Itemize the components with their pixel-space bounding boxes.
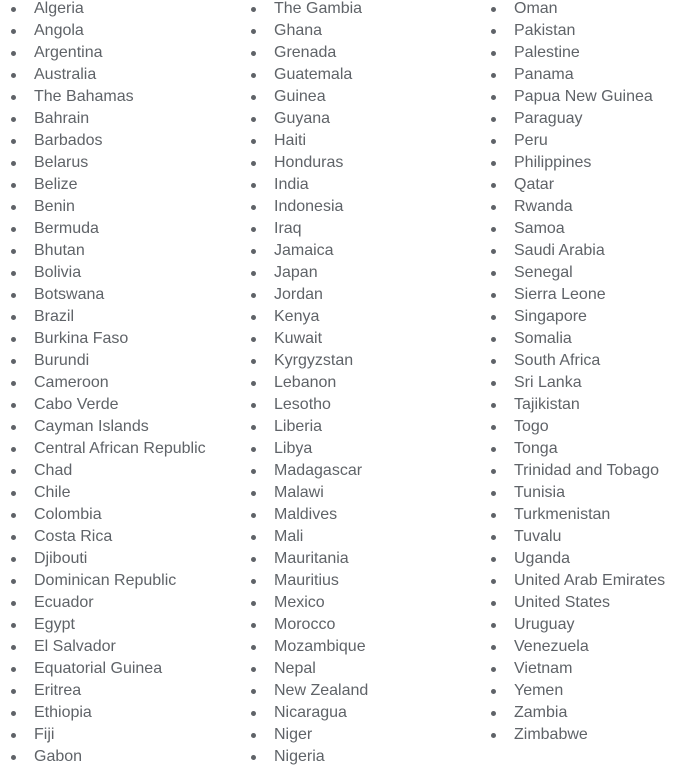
country-list-item: Algeria	[10, 0, 206, 20]
country-list-item: Guyana	[250, 108, 368, 130]
country-list-column-2	[250, 0, 368, 768]
country-list-item: United Arab Emirates	[490, 570, 665, 592]
country-list-item: The Bahamas	[10, 86, 206, 108]
country-list-item: Colombia	[10, 504, 206, 526]
country-list-item: Bermuda	[10, 218, 206, 240]
country-list-item: Kyrgyzstan	[250, 350, 368, 372]
country-list-item: Egypt	[10, 614, 206, 636]
country-list-item: Turkmenistan	[490, 504, 665, 526]
country-list-item: Angola	[10, 20, 206, 42]
country-list-item: Barbados	[10, 130, 206, 152]
country-list-item: Philippines	[490, 152, 665, 174]
country-list-item: Senegal	[490, 262, 665, 284]
country-list-item: Cameroon	[10, 372, 206, 394]
country-list-item: Cayman Islands	[10, 416, 206, 438]
country-list-item: Grenada	[250, 42, 368, 64]
country-list-item: Iraq	[250, 218, 368, 240]
country-list-item: Mali	[250, 526, 368, 548]
country-list-item: Ethiopia	[10, 702, 206, 724]
country-list-item: Sierra Leone	[490, 284, 665, 306]
country-list-item: Libya	[250, 438, 368, 460]
country-list-item: Japan	[250, 262, 368, 284]
country-list-item: The Gambia	[250, 0, 368, 20]
country-list-item: Madagascar	[250, 460, 368, 482]
country-list-item: Australia	[10, 64, 206, 86]
country-list-item: Honduras	[250, 152, 368, 174]
country-list-item: South Africa	[490, 350, 665, 372]
country-list-item: Zambia	[490, 702, 665, 724]
country-list-item: Lesotho	[250, 394, 368, 416]
country-list-item: Mauritania	[250, 548, 368, 570]
country-list-item: Mauritius	[250, 570, 368, 592]
country-list-item: Ecuador	[10, 592, 206, 614]
country-list-item: Tuvalu	[490, 526, 665, 548]
country-list-item: Fiji	[10, 724, 206, 746]
country-list-item: Mexico	[250, 592, 368, 614]
country-list-item: Zimbabwe	[490, 724, 665, 746]
country-list-item: Paraguay	[490, 108, 665, 130]
country-list-item: Samoa	[490, 218, 665, 240]
country-list-item: Saudi Arabia	[490, 240, 665, 262]
country-list-item: Nigeria	[250, 746, 368, 768]
country-list-item: Guinea	[250, 86, 368, 108]
country-list-item: Haiti	[250, 130, 368, 152]
country-list-item: Bolivia	[10, 262, 206, 284]
country-list-column-3	[490, 0, 665, 746]
country-list-item: Brazil	[10, 306, 206, 328]
country-list-item: Belize	[10, 174, 206, 196]
country-list-item: Bahrain	[10, 108, 206, 130]
country-list-item: Cabo Verde	[10, 394, 206, 416]
country-list-column-1	[10, 0, 206, 768]
country-list-item: Jamaica	[250, 240, 368, 262]
country-list-item: Uruguay	[490, 614, 665, 636]
country-list-item: Dominican Republic	[10, 570, 206, 592]
country-list-item: Singapore	[490, 306, 665, 328]
country-list-item: Liberia	[250, 416, 368, 438]
country-list-item: Costa Rica	[10, 526, 206, 548]
country-list-item: Botswana	[10, 284, 206, 306]
country-list-item: Benin	[10, 196, 206, 218]
country-list-item: Panama	[490, 64, 665, 86]
country-list-item: Maldives	[250, 504, 368, 526]
country-list-item: New Zealand	[250, 680, 368, 702]
country-list-item: Djibouti	[10, 548, 206, 570]
country-list-item: Niger	[250, 724, 368, 746]
country-list-item: Burundi	[10, 350, 206, 372]
country-list-item: Sri Lanka	[490, 372, 665, 394]
country-list-item: Central African Republic	[10, 438, 206, 460]
country-list-item: Ghana	[250, 20, 368, 42]
country-list-item: Kenya	[250, 306, 368, 328]
country-list-item: Pakistan	[490, 20, 665, 42]
country-list-item: Equatorial Guinea	[10, 658, 206, 680]
country-list-item: Somalia	[490, 328, 665, 350]
country-list-item: Malawi	[250, 482, 368, 504]
country-list-item: Palestine	[490, 42, 665, 64]
country-list-item: Argentina	[10, 42, 206, 64]
country-list-item: Morocco	[250, 614, 368, 636]
country-list-item: Tonga	[490, 438, 665, 460]
country-list-item: Belarus	[10, 152, 206, 174]
country-list-item: United States	[490, 592, 665, 614]
country-list-item: Nicaragua	[250, 702, 368, 724]
country-list-item: Tajikistan	[490, 394, 665, 416]
country-list-item: Guatemala	[250, 64, 368, 86]
country-list-item: Trinidad and Tobago	[490, 460, 665, 482]
country-list-item: Uganda	[490, 548, 665, 570]
country-list-item: Oman	[490, 0, 665, 20]
country-list-item: Indonesia	[250, 196, 368, 218]
country-list-item: Burkina Faso	[10, 328, 206, 350]
country-list-item: Togo	[490, 416, 665, 438]
country-list-item: Nepal	[250, 658, 368, 680]
country-list-item: Jordan	[250, 284, 368, 306]
country-list-item: Vietnam	[490, 658, 665, 680]
country-list-item: Mozambique	[250, 636, 368, 658]
country-list-item: Chile	[10, 482, 206, 504]
country-list-item: Papua New Guinea	[490, 86, 665, 108]
country-list-item: Lebanon	[250, 372, 368, 394]
country-list-item: Rwanda	[490, 196, 665, 218]
country-list-item: Eritrea	[10, 680, 206, 702]
country-list-item: India	[250, 174, 368, 196]
country-list-item: Yemen	[490, 680, 665, 702]
country-list-item: Peru	[490, 130, 665, 152]
country-list-item: Tunisia	[490, 482, 665, 504]
country-list-item: Venezuela	[490, 636, 665, 658]
country-list-item: Chad	[10, 460, 206, 482]
country-list-item: El Salvador	[10, 636, 206, 658]
country-list-item: Qatar	[490, 174, 665, 196]
country-list-item: Kuwait	[250, 328, 368, 350]
country-list-item: Bhutan	[10, 240, 206, 262]
country-list-item: Gabon	[10, 746, 206, 768]
